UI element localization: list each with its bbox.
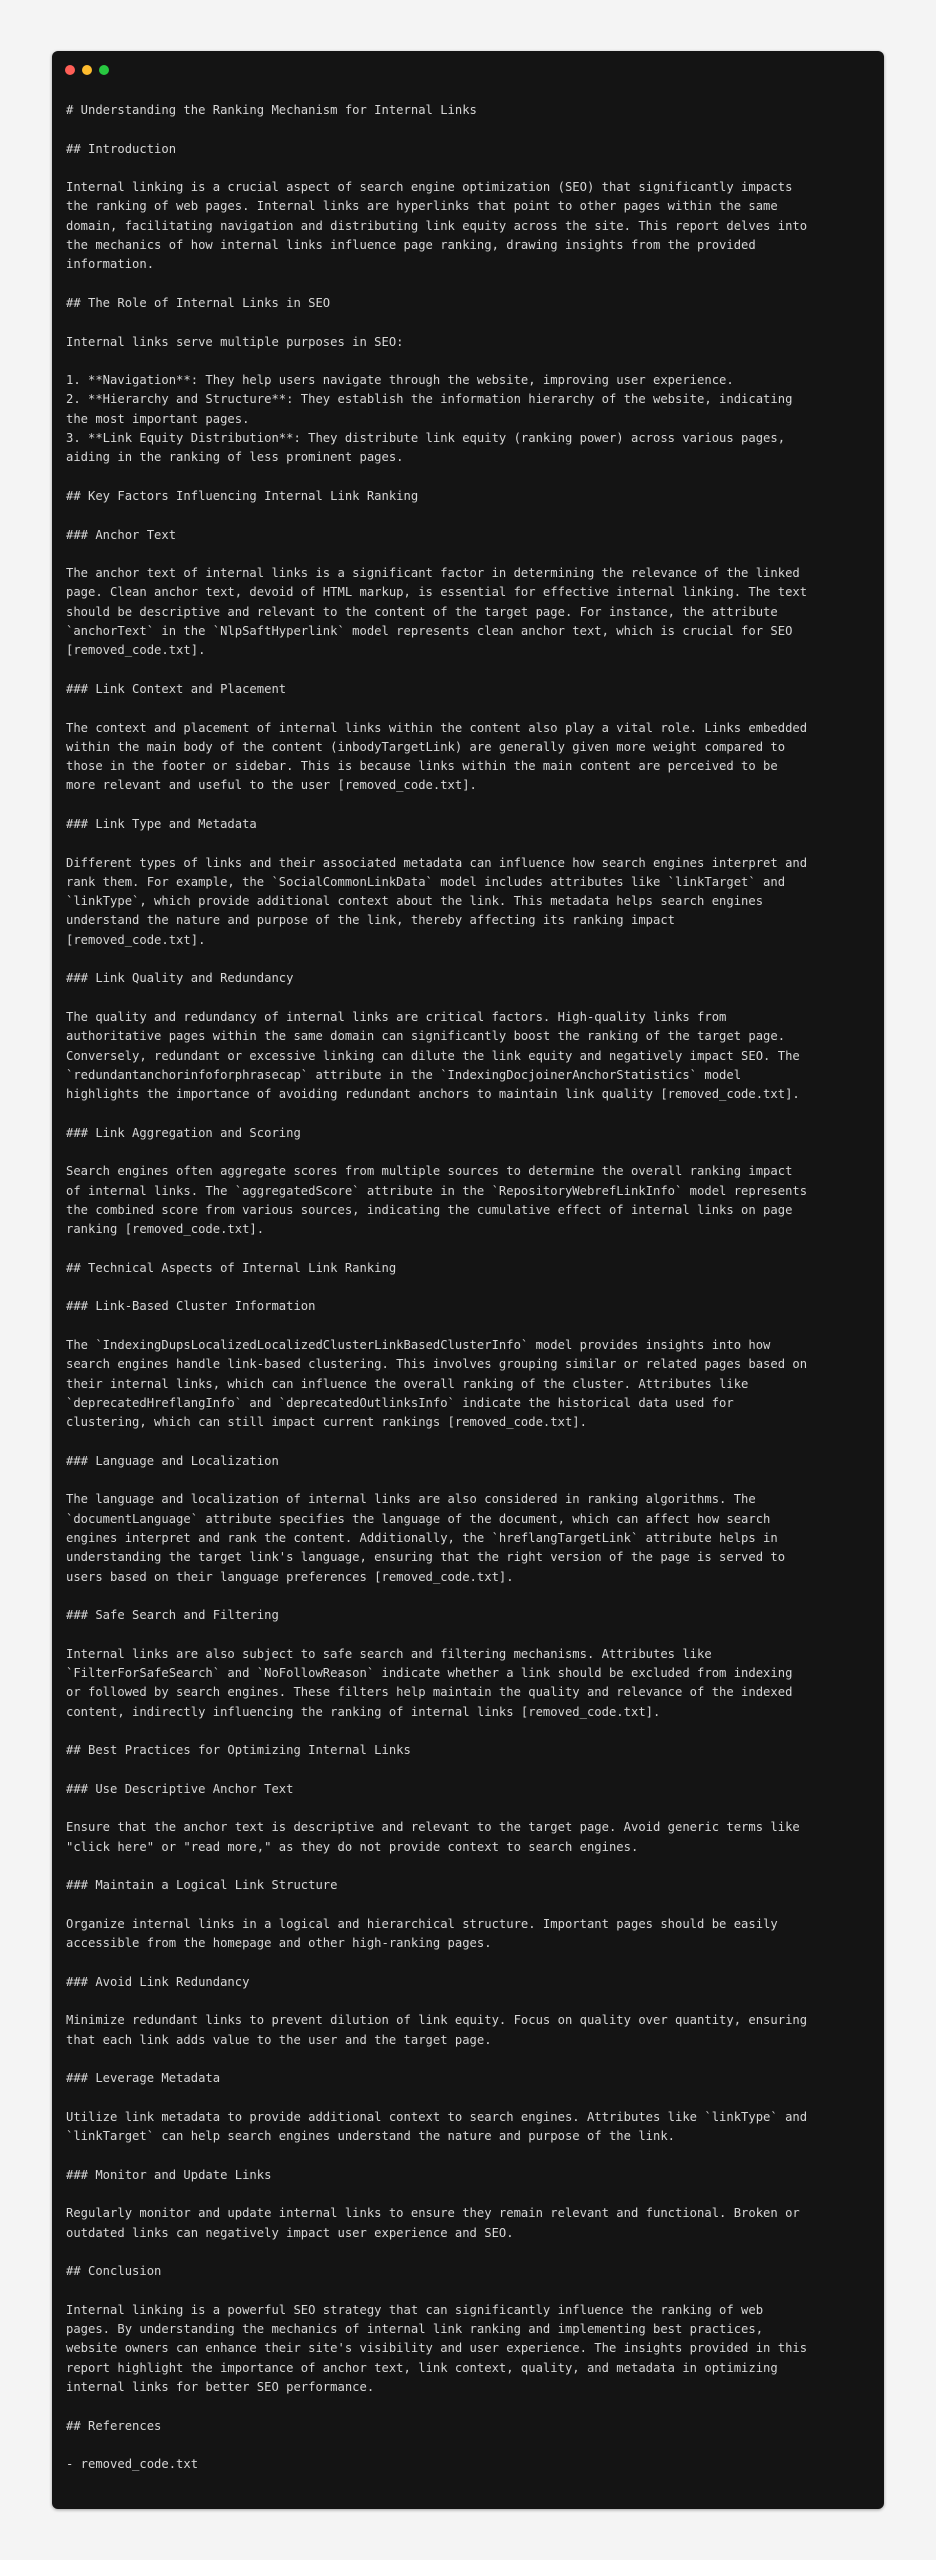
maximize-window-icon[interactable] <box>99 65 109 75</box>
document-line: aiding in the ranking of less prominent pages. <box>66 450 404 465</box>
document-line: ### Maintain a Logical Link Structure <box>66 1878 338 1893</box>
document-line: ## References <box>66 2418 162 2433</box>
document-line: Internal links serve multiple purposes in SEO: <box>66 334 404 349</box>
document-line: clustering, which can still impact current rankings [removed_code.txt]. <box>66 1415 587 1430</box>
document-line <box>66 2185 874 2204</box>
document-line <box>66 1240 874 1259</box>
document-line: ### Link Type and Metadata <box>66 816 257 831</box>
document-line: that each link adds value to the user and the target page. <box>66 2032 492 2047</box>
document-line <box>66 1317 874 1336</box>
document-line <box>66 2146 874 2165</box>
document-line <box>66 120 874 139</box>
document-line <box>66 1896 874 1915</box>
document-line: ### Leverage Metadata <box>66 2071 221 2086</box>
close-window-icon[interactable] <box>65 65 75 75</box>
document-line: the combined score from various sources, indicating the cumulative effect of internal links on page <box>66 1202 793 1217</box>
document-line <box>66 699 874 718</box>
document-line: understand the nature and purpose of the link, thereby affecting its ranking impact <box>66 913 676 928</box>
document-line: should be descriptive and relevant to the content of the target page. For instance, the attribute <box>66 604 778 619</box>
document-line: `documentLanguage` attribute specifies the language of the document, which can affect how search <box>66 1511 771 1526</box>
document-line: `FilterForSafeSearch` and `NoFollowReason` indicate whether a link should be excluded from indexing <box>66 1666 793 1681</box>
document-line: outdated links can negatively impact user experience and SEO. <box>66 2225 514 2240</box>
document-line: highlights the importance of avoiding redundant anchors to maintain link quality [removed_code.txt]. <box>66 1087 800 1102</box>
document-line: "click here" or "read more," as they do not provide context to search engines. <box>66 1839 639 1854</box>
document-line <box>66 661 874 680</box>
document-line: The language and localization of internal links are also considered in ranking algorithms. The <box>66 1492 756 1507</box>
document-line <box>66 1625 874 1644</box>
document-line <box>66 2397 874 2416</box>
document-line: 3. **Link Equity Distribution**: They distribute link equity (ranking power) across various pages, <box>66 431 786 446</box>
document-line: Organize internal links in a logical and hierarchical structure. Important pages should be easily <box>66 1916 778 1931</box>
document-line: the most important pages. <box>66 411 250 426</box>
document-line <box>66 1799 874 1818</box>
document-line: engines interpret and rank the content. Additionally, the `hreflangTargetLink` attribute helps in <box>66 1530 778 1545</box>
document-line: ## The Role of Internal Links in SEO <box>66 295 331 310</box>
document-line <box>66 989 874 1008</box>
document-line: report highlight the importance of anchor text, link context, quality, and metadata in optimizing <box>66 2360 778 2375</box>
document-line <box>66 1278 874 1297</box>
document-line: ## Conclusion <box>66 2264 162 2279</box>
document-line: within the main body of the content (inbodyTargetLink) are generally given more weight compared to <box>66 739 786 754</box>
document-line: website owners can enhance their site's visibility and user experience. The insights provided in this <box>66 2341 808 2356</box>
document-line: Internal links are also subject to safe search and filtering mechanisms. Attributes like <box>66 1646 712 1661</box>
document-line: ### Link-Based Cluster Information <box>66 1299 316 1314</box>
document-line <box>66 2436 874 2455</box>
document-line: Regularly monitor and update internal links to ensure they remain relevant and functional. Broken or <box>66 2206 800 2221</box>
document-line <box>66 1992 874 2011</box>
document-line: information. <box>66 257 155 272</box>
document-line: The anchor text of internal links is a significant factor in determining the relevance of the linked <box>66 566 800 581</box>
document-line: ## Introduction <box>66 141 177 156</box>
document-line: ### Link Context and Placement <box>66 681 287 696</box>
document-line: pages. By understanding the mechanics of internal link ranking and implementing best practices, <box>66 2322 764 2337</box>
document-line: [removed_code.txt]. <box>66 932 206 947</box>
document-line: ## Key Factors Influencing Internal Link Ranking <box>66 488 419 503</box>
document-line: `linkTarget` can help search engines understand the nature and purpose of the link. <box>66 2129 676 2144</box>
document-line: ## Technical Aspects of Internal Link Ranking <box>66 1260 397 1275</box>
document-line <box>66 352 874 371</box>
document-line <box>66 796 874 815</box>
document-line <box>66 1432 874 1451</box>
document-line: The `IndexingDupsLocalizedLocalizedClusterLinkBasedClusterInfo` model provides insights into how <box>66 1338 771 1352</box>
document-line: [removed_code.txt]. <box>66 643 206 658</box>
document-line: Search engines often aggregate scores from multiple sources to determine the overall ranking impact <box>66 1164 793 1179</box>
document-line: authoritative pages within the same domain can significantly boost the ranking of the target page. <box>66 1029 786 1044</box>
document-line: - removed_code.txt <box>66 2457 199 2472</box>
document-line: ## Best Practices for Optimizing Internal Links <box>66 1743 411 1758</box>
document-line <box>66 1857 874 1876</box>
window-titlebar <box>52 51 884 87</box>
document-line <box>66 1143 874 1162</box>
minimize-window-icon[interactable] <box>82 65 92 75</box>
document-line: content, indirectly influencing the ranking of internal links [removed_code.txt]. <box>66 1704 661 1719</box>
document-line <box>66 950 874 969</box>
document-line: ### Use Descriptive Anchor Text <box>66 1781 294 1796</box>
document-line: accessible from the homepage and other high-ranking pages. <box>66 1936 492 1951</box>
document-line: users based on their language preferences [removed_code.txt]. <box>66 1569 514 1584</box>
document-line <box>66 275 874 294</box>
document-line: rank them. For example, the `SocialCommonLinkData` model includes attributes like `linkTarget` and <box>66 874 786 889</box>
document-line: Conversely, redundant or excessive linking can dilute the link equity and negatively impact SEO. The <box>66 1048 800 1063</box>
document-line <box>66 2050 874 2069</box>
document-line: ### Safe Search and Filtering <box>66 1608 279 1623</box>
document-line: more relevant and useful to the user [removed_code.txt]. <box>66 778 477 793</box>
document-line: search engines handle link-based clustering. This involves grouping similar or related pages based on <box>66 1357 808 1372</box>
document-line <box>66 506 874 525</box>
document-line: Different types of links and their associated metadata can influence how search engines interpret and <box>66 855 808 870</box>
document-line <box>66 1761 874 1780</box>
document-line <box>66 1722 874 1741</box>
document-line: Ensure that the anchor text is descriptive and relevant to the target page. Avoid generic terms like <box>66 1820 800 1835</box>
document-line: ### Anchor Text <box>66 527 177 542</box>
document-line: the mechanics of how internal links influence page ranking, drawing insights from the provided <box>66 238 756 253</box>
document-line: ### Avoid Link Redundancy <box>66 1974 250 1989</box>
document-line: their internal links, which can influence the overall ranking of the cluster. Attributes like <box>66 1376 749 1391</box>
document-line: Internal linking is a crucial aspect of search engine optimization (SEO) that significantly impacts <box>66 180 793 195</box>
document-line: # Understanding the Ranking Mechanism for Internal Links <box>66 103 477 117</box>
document-line <box>66 468 874 487</box>
document-line <box>66 545 874 564</box>
document-line: ### Link Aggregation and Scoring <box>66 1125 301 1140</box>
document-line: ### Monitor and Update Links <box>66 2167 272 2182</box>
document-line <box>66 2243 874 2262</box>
document-line: the ranking of web pages. Internal links are hyperlinks that point to other pages within the same <box>66 199 778 214</box>
document-line <box>66 1104 874 1123</box>
document-line: internal links for better SEO performance. <box>66 2380 375 2395</box>
document-line: `deprecatedHreflangInfo` and `deprecatedOutlinksInfo` indicate the historical data used for <box>66 1395 734 1410</box>
document-line: or followed by search engines. These filters help maintain the quality and relevance of the indexed <box>66 1685 793 1700</box>
document-line: domain, facilitating navigation and distributing link equity across the site. This report delves into <box>66 218 808 233</box>
document-line <box>66 2282 874 2301</box>
document-line: Minimize redundant links to prevent dilution of link equity. Focus on quality over quantity, ensuring <box>66 2013 808 2028</box>
document-line: `redundantanchorinfoforphrasecap` attribute in the `IndexingDocjoinerAnchorStatistics` model <box>66 1067 742 1082</box>
document-line: `linkType`, which provide additional context about the link. This metadata helps search engines <box>66 894 764 909</box>
document-line: Internal linking is a powerful SEO strategy that can significantly influence the ranking of web <box>66 2302 764 2317</box>
document-line <box>66 1587 874 1606</box>
document-line: `anchorText` in the `NlpSaftHyperlink` model represents clean anchor text, which is crucial for SEO <box>66 624 793 639</box>
document-line: those in the footer or sidebar. This is because links within the main content are perceived to be <box>66 759 778 774</box>
document-line: The quality and redundancy of internal links are critical factors. High-quality links from <box>66 1009 727 1024</box>
document-line <box>66 2089 874 2108</box>
markdown-text-content <box>66 101 874 2475</box>
document-line <box>66 1471 874 1490</box>
document-line: ranking [removed_code.txt]. <box>66 1222 265 1237</box>
document-line: of internal links. The `aggregatedScore` attribute in the `RepositoryWebrefLinkInfo` model represents <box>66 1183 808 1198</box>
document-line: Utilize link metadata to provide additional context to search engines. Attributes like `linkType` and <box>66 2109 808 2124</box>
document-line: 2. **Hierarchy and Structure**: They establish the information hierarchy of the website, indicating <box>66 392 793 407</box>
markdown-window <box>52 51 884 2509</box>
document-line <box>66 1954 874 1973</box>
document-line: ### Link Quality and Redundancy <box>66 971 294 986</box>
document-line <box>66 834 874 853</box>
document-line <box>66 159 874 178</box>
document-line <box>66 313 874 332</box>
document-line: 1. **Navigation**: They help users navigate through the website, improving user experience. <box>66 373 734 388</box>
document-line: The context and placement of internal links within the content also play a vital role. Links embedded <box>66 720 808 735</box>
document-line: page. Clean anchor text, devoid of HTML markup, is essential for effective internal linking. The text <box>66 585 808 600</box>
document-line: understanding the target link's language, ensuring that the right version of the page is served to <box>66 1550 786 1565</box>
document-line: ### Language and Localization <box>66 1453 279 1468</box>
